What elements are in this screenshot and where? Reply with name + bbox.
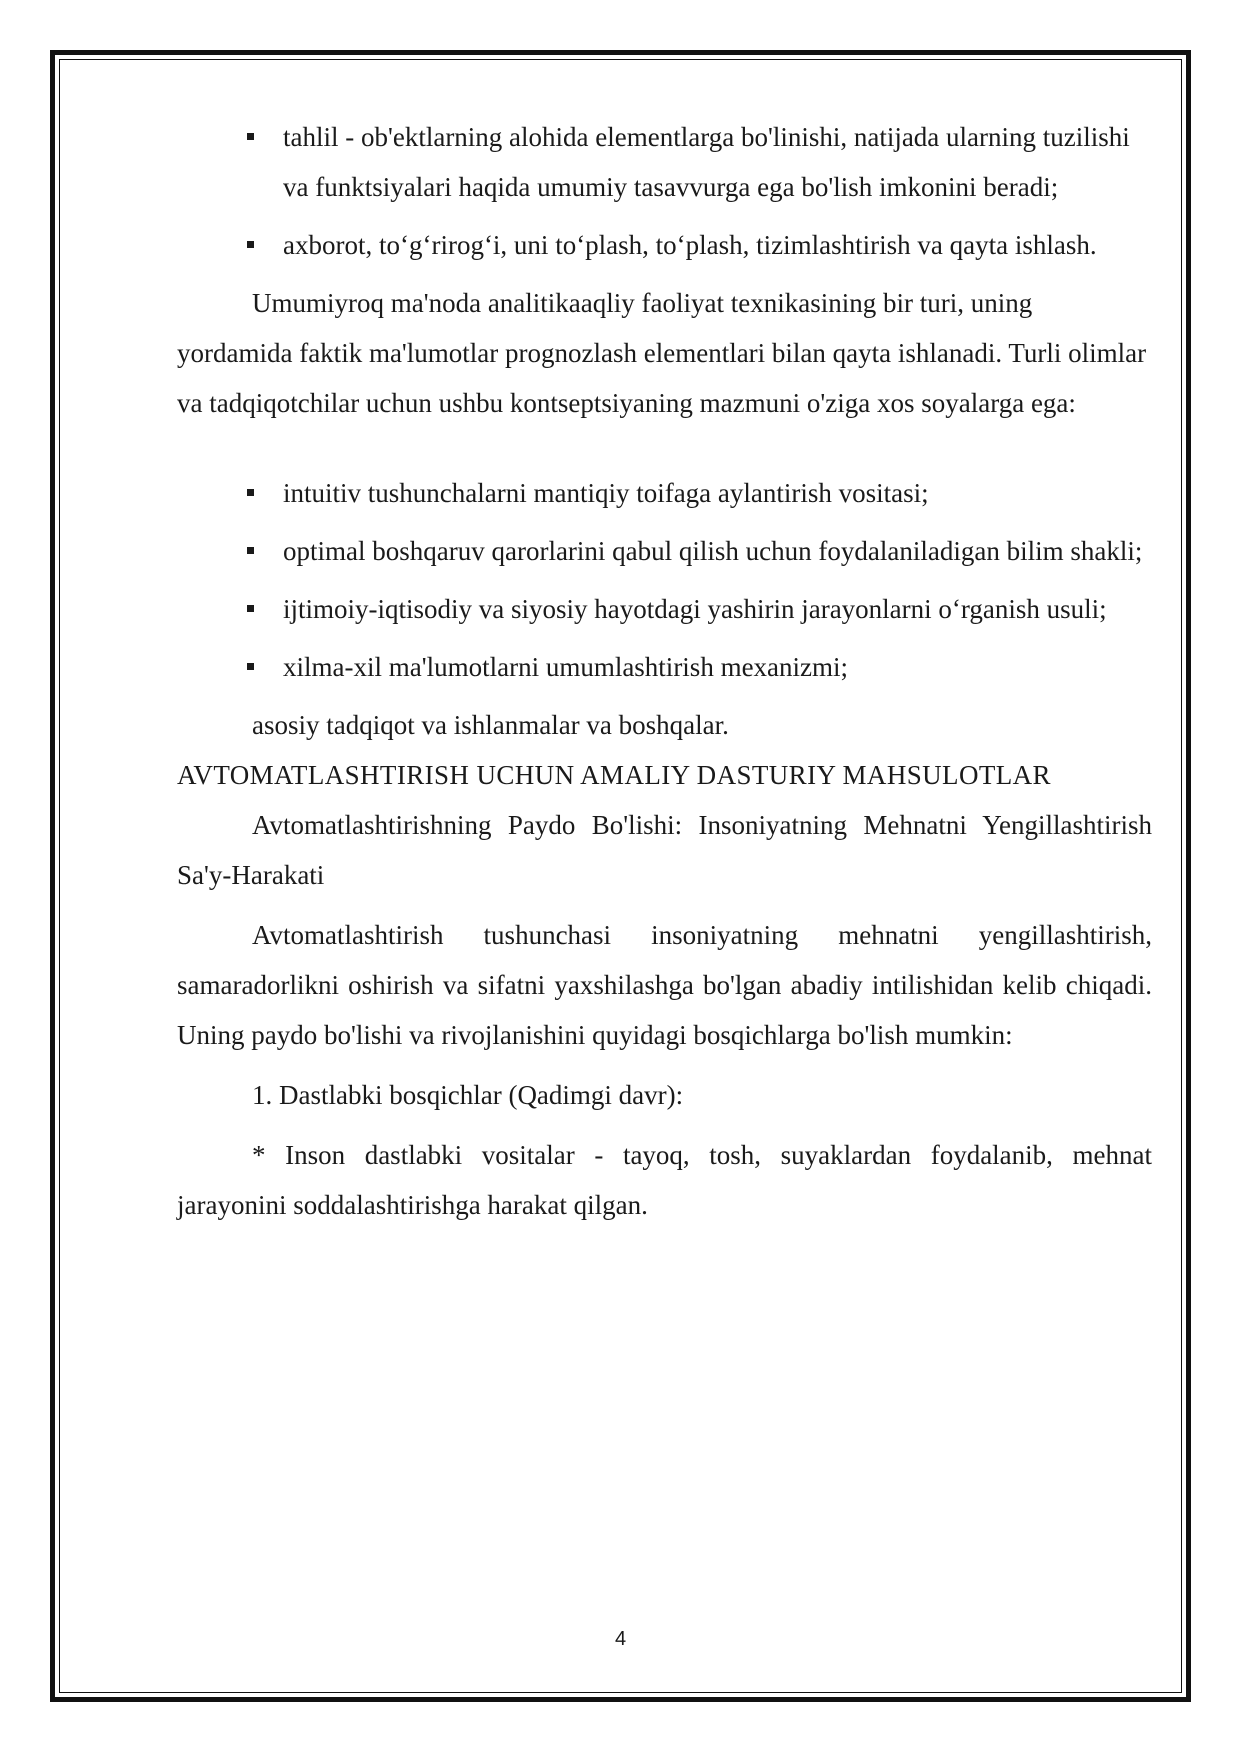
paragraph-automation: Avtomatlashtirish tushunchasi insoniyatning mehnatni yengillashtirish, samaradorlikni oshirish va sifatni yaxshilashga bo'lgan abadiy intilishidan kelib chiqadi. Uning paydo bo'lishi va rivojlanishini quyidagi bosqichlarga bo'lish mumkin: — [177, 920, 1152, 1050]
bullet-list-1 — [177, 112, 1152, 270]
square-bullet-icon — [247, 547, 254, 554]
square-bullet-icon — [247, 241, 254, 248]
stage-heading: 1. Dastlabki bosqichlar (Qadimgi davr): — [252, 1080, 684, 1110]
page-number: 4 — [614, 1628, 627, 1650]
subheading: Avtomatlashtirishning Paydo Bo'lishi: Insoniyatning Mehnatni Yengillashtirish Sa'y-Harakati — [177, 810, 1152, 890]
bullet-list-2 — [177, 468, 1152, 692]
tail-line: asosiy tadqiqot va ishlanmalar va boshqalar. — [252, 710, 729, 740]
list-item: tahlil - ob'ektlarning alohida elementlarga bo'linishi, natijada ularning tuzilishi va funktsiyalari haqida umumiy tasavvurga ega bo'lish imkonini beradi; — [177, 112, 1152, 212]
list-item: xilma-xil ma'lumotlarni umumlashtirish mexanizmi; — [177, 642, 1152, 692]
list-item: axborot, to‘g‘rirog‘i, uni to‘plash, to‘plash, tizimlashtirish va qayta ishlash. — [177, 220, 1152, 270]
list-item: intuitiv tushunchalarni mantiqiy toifaga aylantirish vositasi; — [177, 468, 1152, 518]
square-bullet-icon — [247, 133, 254, 140]
page-content — [177, 112, 1152, 1230]
list-item: optimal boshqaruv qarorlarini qabul qilish uchun foydalaniladigan bilim shakli; — [177, 526, 1152, 576]
square-bullet-icon — [247, 489, 254, 496]
list-item: ijtimoiy-iqtisodiy va siyosiy hayotdagi yashirin jarayonlarni o‘rganish usuli; — [177, 584, 1152, 634]
section-heading: AVTOMATLASHTIRISH UCHUN AMALIY DASTURIY MAHSULOTLAR — [177, 760, 1051, 790]
square-bullet-icon — [247, 605, 254, 612]
paragraph-analytics: Umumiyroq ma'noda analitikaaqliy faoliyat texnikasining bir turi, uning yordamida faktik ma'lumotlar prognozlash elementlari bilan qayta ishlanadi. Turli olimlar va tadqiqotchilar uchun ushbu kontseptsiyaning mazmuni o'ziga xos soyalarga ega: — [177, 288, 1147, 418]
stage-item: * Inson dastlabki vositalar - tayoq, tosh, suyaklardan foydalanib, mehnat jarayonini soddalashtirishga harakat qilgan. — [177, 1140, 1152, 1220]
square-bullet-icon — [247, 663, 254, 670]
